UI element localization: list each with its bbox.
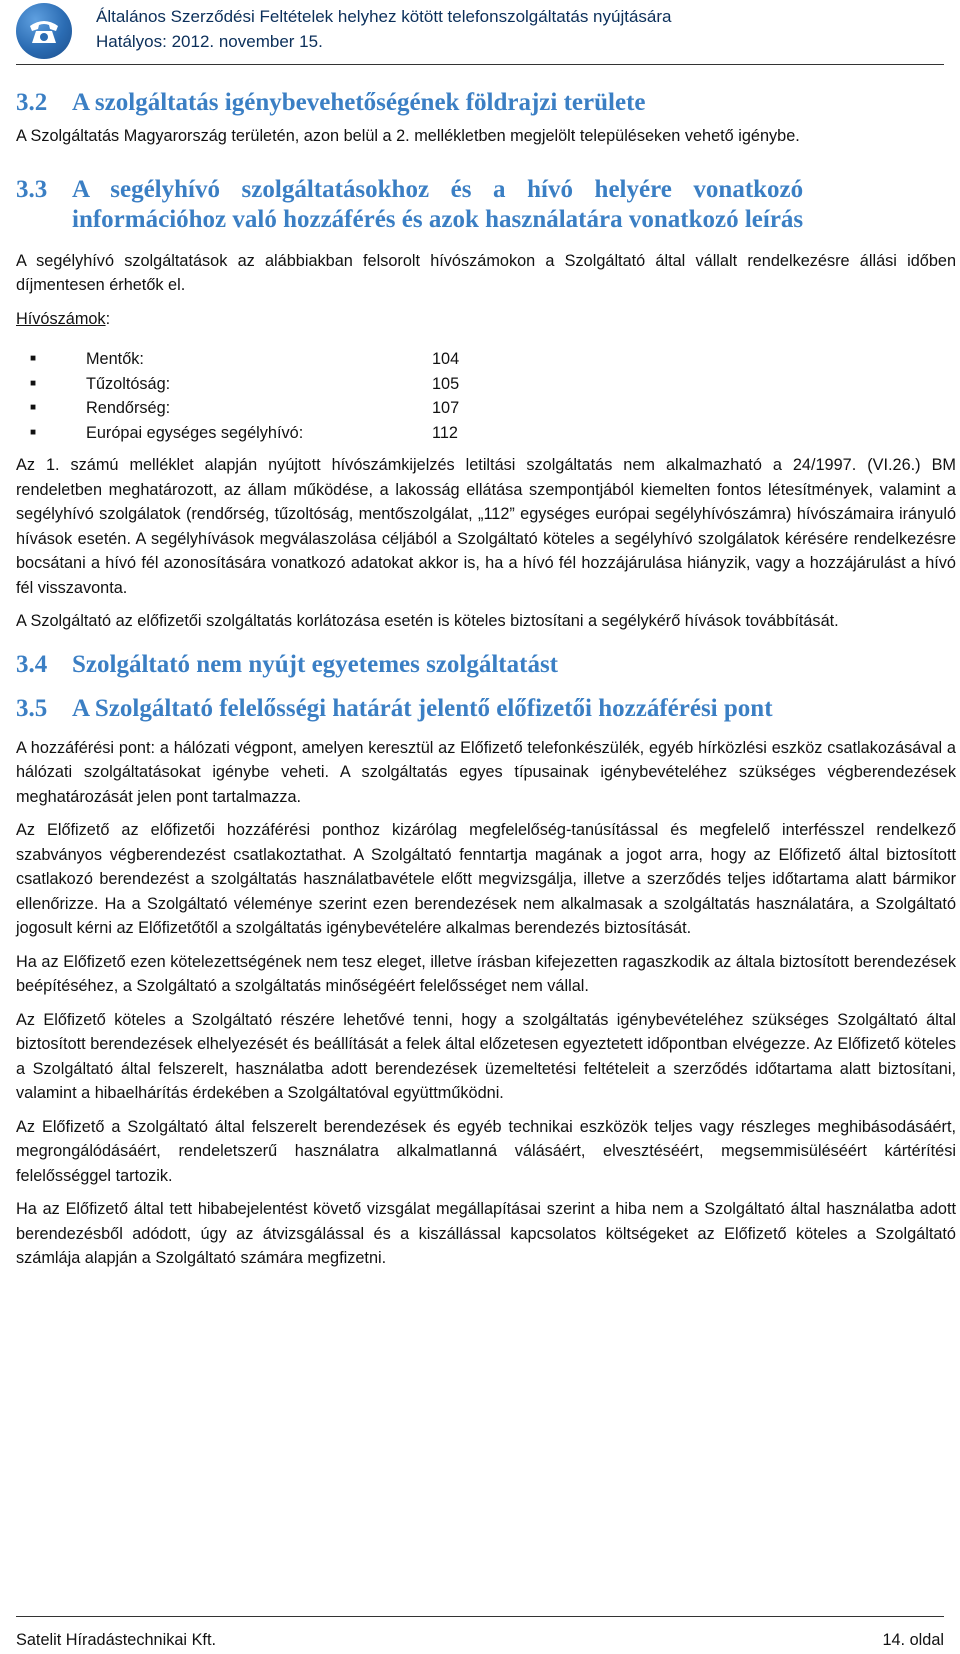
section-heading-3-4	[16, 650, 956, 680]
list-item	[30, 347, 956, 372]
paragraph: A Szolgáltató az előfizetői szolgáltatás korlátozása esetén is köteles biztosítani a segélykérő hívások továbbítását.	[16, 612, 839, 630]
list-item	[30, 421, 956, 446]
page-header	[0, 0, 960, 62]
service-number: 104	[432, 350, 460, 368]
footer-row	[16, 1631, 944, 1650]
list-item	[30, 372, 956, 397]
paragraph: A hozzáférési pont: a hálózati végpont, amelyen keresztül az Előfizető telefonkészülék, egyéb hírközlési eszköz csatlakozásával a hálózati szolgáltatásokat igénybe veheti. A szolgáltatás egyes típusainak igénybevételéhez szükséges végberendezések meghatározását jelen pont tartalmazza.	[16, 738, 956, 806]
document-title: Általános Szerződési Feltételek helyhez kötött telefonszolgáltatás nyújtására	[96, 7, 672, 26]
service-number: 107	[432, 399, 460, 417]
section-title: A Szolgáltató felelősségi határát jelentő előfizetői hozzáférési pont	[72, 694, 773, 722]
service-name: Rendőrség:	[86, 399, 171, 417]
section-title	[72, 175, 803, 235]
section-title-line-1: A segélyhívó szolgáltatásokhoz és a hívó helyére vonatkozó	[72, 175, 804, 203]
numbers-label-text: Hívószámok	[16, 309, 106, 328]
service-number: 105	[432, 374, 460, 393]
paragraph: Az Előfizető köteles a Szolgáltató részére lehetővé tenni, hogy a szolgáltatás igénybevételéhez szükséges Szolgáltató által biztosított berendezések elhelyezését és beállítását a felek által előzetesen egyeztetett időpontban elvégezze. Az Előfizető köteles a Szolgáltató által felszerelt, használatba adott berendezések üzemeltetési feltételeit a szerződés időtartama alatt biztosítani, valamint a hibaelhárítás érdekében a Szolgáltatóval együttműködni.	[16, 1010, 956, 1102]
section-heading-3-5	[16, 694, 956, 724]
service-name: Európai egységes segélyhívó:	[86, 423, 304, 442]
paragraph: Ha az Előfizető által tett hibabejelentést követő vizsgálat megállapításai szerint a hiba nem a Szolgáltató által használatba adott berendezésből adódott, úgy az átvizsgálással és a kiszállással kapcsolatos költségeket az Előfizető köteles a Szolgáltató számlája alapján a Szolgáltató számára megfizetni.	[16, 1200, 956, 1267]
paragraph: A segélyhívó szolgáltatások az alábbiakban felsorolt hívószámokon a Szolgáltató által vállalt rendelkezésre állási időben díjmentesen érhetők el.	[16, 251, 956, 294]
bullet-icon: ■	[30, 426, 37, 438]
numbers-label-colon: :	[105, 309, 111, 328]
footer-divider	[16, 1616, 944, 1617]
header-divider	[16, 64, 944, 65]
bullet-icon: ■	[30, 402, 37, 413]
paragraph: Ha az Előfizető ezen kötelezettségének nem tesz eleget, illetve írásban kifejezetten ragaszkodik az általa biztosított berendezések beépítéséhez, a Szolgáltató a szolgáltatás minőségéért felelősséget nem vállal.	[16, 952, 956, 995]
numbers-label	[16, 307, 956, 332]
section-number: 3.4	[16, 650, 48, 678]
list-item	[30, 396, 956, 421]
bullet-icon: ■	[30, 377, 37, 389]
company-name: Satelit Híradástechnikai Kft.	[16, 1631, 216, 1649]
document-body	[16, 88, 956, 1280]
section-title: Szolgáltató nem nyújt egyetemes szolgáltatást	[72, 650, 559, 678]
paragraph: Az Előfizető a Szolgáltató által felszerelt berendezések és egyéb technikai eszközök teljes vagy részleges meghibásodásáért, megrongálódásáért, rendeletszerű használatra alkalmatlanná válásáért, elvesztéséért, megsemmisüléséért kártérítési felelősséggel tartozik.	[16, 1117, 956, 1185]
effective-date: Hatályos: 2012. november 15.	[96, 32, 323, 51]
service-name: Tűzoltóság:	[86, 374, 171, 393]
section-title-line-2: információhoz való hozzáférés és azok használatára vonatkozó leírás	[72, 205, 804, 233]
bullet-icon: ■	[30, 353, 37, 364]
service-number: 112	[432, 423, 458, 442]
paragraph: Az Előfizető az előfizetői hozzáférési ponthoz kizárólag megfelelőség-tanúsítással és megfelelő interfésszel rendelkező szabványos végberendezést csatlakoztathat. A Szolgáltató fenntartja magának a jogot arra, hogy az Előfizető által biztosított csatlakozó berendezést a szolgáltatás használatbavétele előtt megvizsgálja, illetve a szerződés teljes időtartama alatt bármikor ellenőrizze. Ha a Szolgáltató véleménye szerint ezen berendezések nem alkalmasak a szolgáltatás használatára, a Szolgáltató jogosult kérni az Előfizetőtől a szolgáltatás igénybevételére alkalmas berendezés biztosítását.	[16, 821, 956, 937]
emergency-numbers-list	[30, 347, 956, 445]
section-heading-3-2	[16, 88, 956, 118]
section-heading-3-3	[16, 175, 956, 235]
telephone-icon	[16, 3, 72, 59]
service-name: Mentők:	[86, 350, 144, 368]
section-title: A szolgáltatás igénybevehetőségének földrajzi területe	[72, 89, 646, 116]
paragraph: A Szolgáltatás Magyarország területén, azon belül a 2. mellékletben megjelölt településeken vehető igénybe.	[16, 127, 800, 145]
header-text	[96, 4, 672, 54]
section-number: 3.5	[16, 694, 48, 722]
section-number: 3.3	[16, 175, 48, 203]
page-number: 14. oldal	[882, 1631, 944, 1649]
section-number: 3.2	[16, 89, 48, 116]
paragraph: Az 1. számú melléklet alapján nyújtott hívószámkijelzés letiltási szolgáltatás nem alkalmazható a 24/1997. (VI.26.) BM rendeletben meghatározott, az állam működése, a lakosság ellátása szempontjából kiemelten fontos létesítmények, valamint a segélyhívó szolgálatok (rendőrség, tűzoltóság, mentőszolgálat, „112” egységes európai segélyhívószámra) hívószámaira irányuló hívások esetén. A segélyhívások megválaszolása céljából a Szolgáltató köteles a segélyhívó szolgálatok kérésére rendelkezésre bocsátani a hívó fél azonosítására vonatkozó adatokat akkor is, ha a hívó fél hozzájárulása hiányzik, vagy a hozzájárulást a hívó fél visszavonta.	[16, 456, 956, 597]
page-footer	[16, 1616, 944, 1650]
